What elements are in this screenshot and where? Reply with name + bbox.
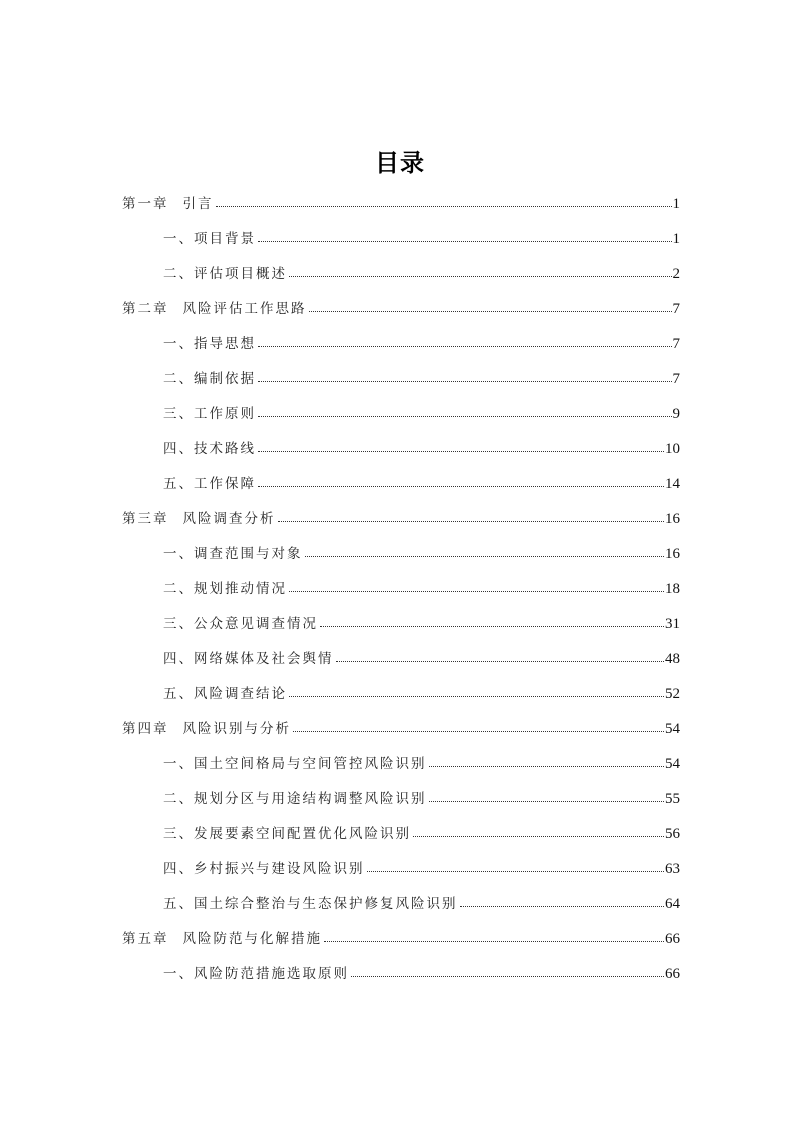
- toc-entry-text: 二、评估项目概述: [163, 266, 287, 282]
- dot-leader: [258, 345, 672, 347]
- toc-entry-label: [163, 893, 458, 915]
- toc-entry-text: 一、风险防范措施选取原则: [163, 966, 349, 982]
- dot-leader: [460, 905, 665, 907]
- toc-entry-text: 风险评估工作思路: [182, 301, 307, 317]
- toc-chapter-entry[interactable]: [122, 718, 680, 753]
- dot-leader: [258, 450, 664, 452]
- toc-section-entry[interactable]: [122, 543, 680, 578]
- dot-leader: [367, 870, 665, 872]
- toc-page-number: 54: [665, 721, 680, 737]
- dot-leader: [258, 485, 664, 487]
- toc-entry-text: 一、国土空间格局与空间管控风险识别: [163, 756, 427, 772]
- toc-page-number: 55: [665, 791, 680, 807]
- toc-section-entry[interactable]: [122, 368, 680, 403]
- toc-entry-label: [163, 368, 256, 390]
- toc-page-number: 54: [665, 756, 680, 772]
- toc-entry-text: 一、指导思想: [163, 336, 256, 352]
- toc-entry-text: 五、风险调查结论: [163, 686, 287, 702]
- dot-leader: [258, 415, 672, 417]
- toc-entry-label: [163, 438, 256, 460]
- toc-entry-text: 三、工作原则: [163, 406, 256, 422]
- toc-page-number: 52: [665, 686, 680, 702]
- chapter-number: 第一章: [122, 196, 169, 212]
- toc-page-number: 7: [672, 371, 680, 387]
- toc-entry-text: 四、网络媒体及社会舆情: [163, 651, 334, 667]
- toc-entry-label: [122, 928, 322, 950]
- toc-entry-text: 五、国土综合整治与生态保护修复风险识别: [163, 896, 458, 912]
- toc-page-number: 63: [665, 861, 680, 877]
- toc-page-number: 2: [672, 266, 680, 282]
- toc-entry-label: [122, 298, 307, 320]
- toc-section-entry[interactable]: [122, 578, 680, 613]
- toc-entry-text: 一、项目背景: [163, 231, 256, 247]
- toc-entry-label: [163, 753, 427, 775]
- dot-leader: [429, 800, 665, 802]
- toc-page-number: 7: [672, 301, 680, 317]
- toc-section-entry[interactable]: [122, 263, 680, 298]
- toc-chapter-entry[interactable]: [122, 508, 680, 543]
- toc-page-number: 16: [665, 511, 680, 527]
- toc-page-number: 16: [665, 546, 680, 562]
- toc-entry-label: [163, 333, 256, 355]
- toc-entry-label: [163, 788, 427, 810]
- toc-page-number: 1: [672, 196, 680, 212]
- toc-page-number: 31: [665, 616, 680, 632]
- dot-leader: [289, 275, 672, 277]
- toc-entry-text: 三、公众意见调查情况: [163, 616, 318, 632]
- toc-entry-label: [163, 578, 287, 600]
- toc-chapter-entry[interactable]: [122, 928, 680, 963]
- toc-entry-label: [163, 228, 256, 250]
- toc-section-entry[interactable]: [122, 788, 680, 823]
- toc-entry-label: [163, 473, 256, 495]
- dot-leader: [320, 625, 664, 627]
- dot-leader: [258, 240, 672, 242]
- toc-section-entry[interactable]: [122, 648, 680, 683]
- toc-entry-label: [163, 648, 334, 670]
- toc-section-entry[interactable]: [122, 893, 680, 928]
- toc-page-number: 7: [672, 336, 680, 352]
- toc-page-number: 66: [665, 931, 680, 947]
- toc-page-number: 56: [665, 826, 680, 842]
- dot-leader: [351, 975, 664, 977]
- chapter-number: 第三章: [122, 511, 169, 527]
- dot-leader: [413, 835, 664, 837]
- toc-entry-text: 二、规划分区与用途结构调整风险识别: [163, 791, 427, 807]
- chapter-number: 第二章: [122, 301, 169, 317]
- toc-entry-label: [163, 543, 303, 565]
- toc-section-entry[interactable]: [122, 438, 680, 473]
- chapter-number: 第四章: [122, 721, 169, 737]
- toc-entry-text: 引言: [182, 196, 214, 212]
- toc-entry-text: 风险调查分析: [182, 511, 276, 527]
- dot-leader: [305, 555, 665, 557]
- toc-section-entry[interactable]: [122, 403, 680, 438]
- chapter-number: 第五章: [122, 931, 169, 947]
- dot-leader: [258, 380, 672, 382]
- toc-page-number: 66: [665, 966, 680, 982]
- toc-page-number: 64: [665, 896, 680, 912]
- dot-leader: [278, 520, 665, 522]
- toc-chapter-entry[interactable]: [122, 298, 680, 333]
- dot-leader: [216, 205, 672, 207]
- toc-section-entry[interactable]: [122, 858, 680, 893]
- dot-leader: [309, 310, 672, 312]
- toc-entry-text: 一、调查范围与对象: [163, 546, 303, 562]
- toc-entry-label: [163, 263, 287, 285]
- toc-entry-text: 风险识别与分析: [182, 721, 291, 737]
- toc-entry-text: 二、规划推动情况: [163, 581, 287, 597]
- dot-leader: [289, 590, 664, 592]
- toc-section-entry[interactable]: [122, 473, 680, 508]
- toc-page-number: 1: [672, 231, 680, 247]
- toc-entry-label: [163, 403, 256, 425]
- toc-entry-label: [163, 963, 349, 985]
- toc-entry-text: 四、乡村振兴与建设风险识别: [163, 861, 365, 877]
- toc-page-number: 48: [665, 651, 680, 667]
- toc-section-entry[interactable]: [122, 753, 680, 788]
- toc-section-entry[interactable]: [122, 333, 680, 368]
- toc-entry-label: [163, 613, 318, 635]
- toc-entry-text: 三、发展要素空间配置优化风险识别: [163, 826, 411, 842]
- dot-leader: [293, 730, 664, 732]
- toc-page-number: 18: [665, 581, 680, 597]
- toc-entry-label: [163, 683, 287, 705]
- toc-page-number: 10: [665, 441, 680, 457]
- toc-entry-label: [163, 858, 365, 880]
- toc-section-entry[interactable]: [122, 228, 680, 263]
- toc-section-entry[interactable]: [122, 613, 680, 648]
- toc-entry-label: [122, 508, 276, 530]
- toc-entry-text: 风险防范与化解措施: [182, 931, 322, 947]
- dot-leader: [336, 660, 665, 662]
- toc-page-number: 9: [672, 406, 680, 422]
- toc-chapter-entry[interactable]: [122, 193, 680, 228]
- toc-entry-label: [122, 718, 291, 740]
- toc-page-number: 14: [665, 476, 680, 492]
- dot-leader: [324, 940, 664, 942]
- page-title: 目录: [375, 149, 425, 177]
- toc-section-entry[interactable]: [122, 823, 680, 858]
- toc-section-entry[interactable]: [122, 683, 680, 718]
- dot-leader: [289, 695, 664, 697]
- toc-section-entry[interactable]: [122, 963, 680, 998]
- toc-entry-label: [122, 193, 214, 215]
- toc-entry-text: 四、技术路线: [163, 441, 256, 457]
- toc-entry-text: 二、编制依据: [163, 371, 256, 387]
- toc-entry-text: 五、工作保障: [163, 476, 256, 492]
- table-of-contents: [122, 193, 680, 998]
- toc-entry-label: [163, 823, 411, 845]
- dot-leader: [429, 765, 665, 767]
